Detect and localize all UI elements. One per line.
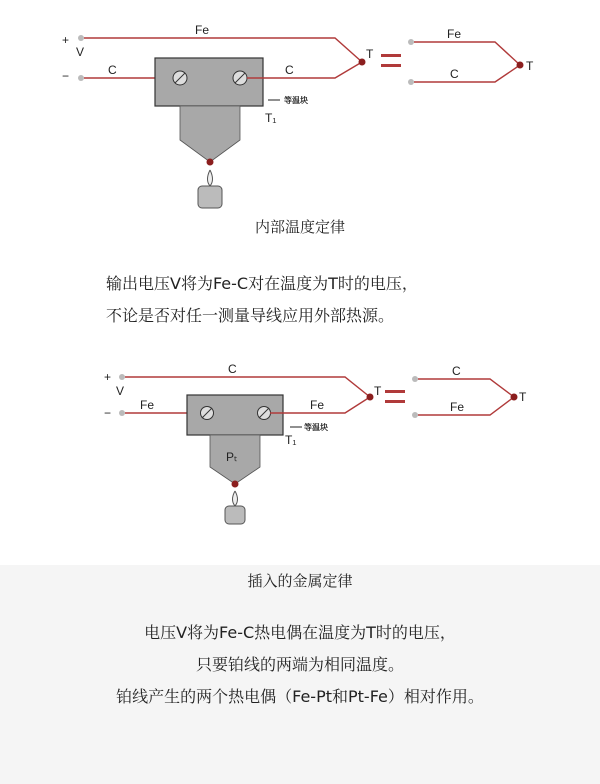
pt-label: Pₜ bbox=[226, 450, 238, 464]
paragraph-2-line-2: 只要铂线的两端为相同温度。 bbox=[195, 655, 404, 674]
wire-bottom-right bbox=[247, 62, 362, 78]
equiv-bottom-label: C bbox=[450, 67, 459, 81]
paragraph-1 bbox=[0, 268, 600, 332]
diagram-internal-temperature bbox=[0, 10, 600, 220]
burner-icon bbox=[198, 186, 222, 208]
block-probe bbox=[180, 106, 240, 162]
equiv-wire-top bbox=[414, 42, 520, 65]
paragraph-2-line-3: 铂线产生的两个热电偶（Fe-Pt和Pt-Fe）相对作用。 bbox=[116, 687, 484, 706]
wire-top-label-2: C bbox=[228, 362, 237, 376]
terminal-minus bbox=[78, 75, 84, 81]
diagram-inserted-metal bbox=[0, 357, 600, 532]
equiv-junction-label: T bbox=[526, 59, 534, 73]
caption-1: 内部温度定律 bbox=[254, 218, 345, 236]
equiv-wire-bottom bbox=[414, 65, 520, 82]
wire-bottom-right-label: C bbox=[285, 63, 294, 77]
isothermal-block bbox=[155, 58, 263, 106]
paragraph-1-line-2: 不论是否对任一测量导线应用外部热源。 bbox=[106, 306, 395, 325]
equals-sign bbox=[381, 64, 401, 67]
wire-bottom-left-label-2: Fe bbox=[140, 398, 155, 412]
caption-2: 插入的金属定律 bbox=[247, 572, 353, 590]
block-label: 等温块 bbox=[284, 96, 308, 105]
terminal-plus bbox=[78, 35, 84, 41]
minus-sign: − bbox=[62, 69, 70, 83]
junction-label-2: T bbox=[374, 384, 382, 398]
junction-label: T bbox=[366, 47, 374, 61]
voltage-label-2: V bbox=[116, 384, 125, 398]
wire-top-label: Fe bbox=[195, 23, 210, 37]
paragraph-2 bbox=[0, 617, 600, 713]
burner-icon-2 bbox=[225, 506, 245, 524]
minus-sign-2: − bbox=[104, 406, 112, 420]
junction-dot bbox=[359, 59, 366, 66]
wire-top-2 bbox=[125, 377, 370, 397]
flame-icon bbox=[208, 170, 213, 186]
equiv-wire-bottom-2 bbox=[418, 397, 514, 415]
equals-sign-2 bbox=[385, 400, 405, 403]
flame-icon-2 bbox=[233, 491, 238, 506]
t1-label: T₁ bbox=[265, 111, 277, 125]
block-label-2: 等温块 bbox=[304, 423, 328, 432]
plus-sign: + bbox=[62, 33, 70, 47]
voltage-label: V bbox=[76, 45, 85, 59]
plus-sign-2: + bbox=[104, 370, 112, 384]
equiv-junction-label-2: T bbox=[519, 390, 527, 404]
equiv-top-label: Fe bbox=[447, 27, 462, 41]
equiv-top-label-2: C bbox=[452, 364, 461, 378]
wire-bottom-left-label: C bbox=[108, 63, 117, 77]
t1-label-2: T₁ bbox=[285, 433, 297, 447]
wire-bottom-right-label-2: Fe bbox=[310, 398, 325, 412]
paragraph-2-line-1: 电压V将为Fe-C热电偶在温度为T时的电压， bbox=[144, 623, 456, 642]
equiv-bottom-label-2: Fe bbox=[450, 400, 465, 414]
paragraph-1-line-1: 输出电压V将为Fe-C对在温度为T时的电压， bbox=[106, 274, 418, 293]
equiv-wire-top-2 bbox=[418, 379, 514, 397]
